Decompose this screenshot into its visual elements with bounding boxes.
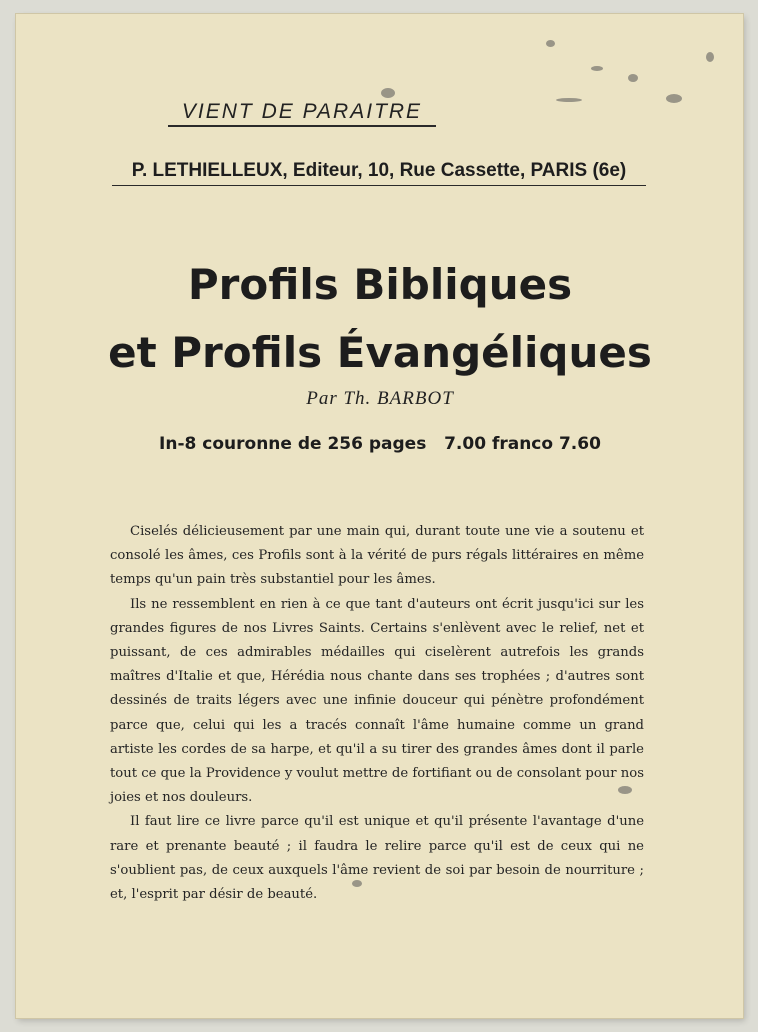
author-line: Par Th. BARBOT [306,388,454,409]
ink-stain [591,66,603,71]
publisher-line: P. LETHIELLEUX, Editeur, 10, Rue Cassette, PARIS (6e) [112,160,646,186]
description-body [110,520,644,907]
ink-stain [556,98,582,102]
ink-stain [381,88,395,98]
ink-stain [628,74,638,82]
vient-de-paraitre-banner: VIENT DE PARAITRE [168,100,436,127]
paragraph: Ils ne ressemblent en rien à ce que tant d'auteurs ont écrit jusqu'ici sur les grandes figures de nos Livres Saints. Certains s'enlèvent avec le relief, net et puissant, de ces admirables médailles qui ciselèrent autrefois les grands maîtres d'Italie et que, Hérédia nous chante dans ses trophées ; d'autres sont dessinés de traits légers avec une infinie douceur qui pénètre profondément parce que, celui qui les a tracés connaît l'âme humaine comme un grand artiste les cordes de sa harpe, et qu'il a su tirer des grandes âmes dont il parle tout ce que la Providence y voulut mettre de fortifiant ou de consolant pour nos joies et nos douleurs. [110,596,644,806]
paragraph: Il faut lire ce livre parce qu'il est unique et qu'il présente l'avantage d'une rare et prenante beauté ; il faudra le relire parce qu'il est de ceux qui ne s'oublient pas, de ceux auxquels l'âme revient de soi par besoin de nourriture ; et, l'esprit par désir de beauté. [110,814,644,903]
ink-stain [666,94,682,103]
paragraph: Ciselés délicieusement par une main qui, durant toute une vie a soutenu et consolé les âmes, ces Profils sont à la vérité de purs régals littéraires en même temps qu'un pain très substantiel pour les âmes. [110,524,644,588]
book-title-line-2: et Profils Évangéliques [108,328,652,377]
ink-stain [546,40,555,47]
ink-stain [706,52,714,62]
book-title-line-1: Profils Bibliques [187,260,573,309]
format-price-line: In-8 couronne de 256 pages 7.00 franco 7.60 [159,434,601,454]
